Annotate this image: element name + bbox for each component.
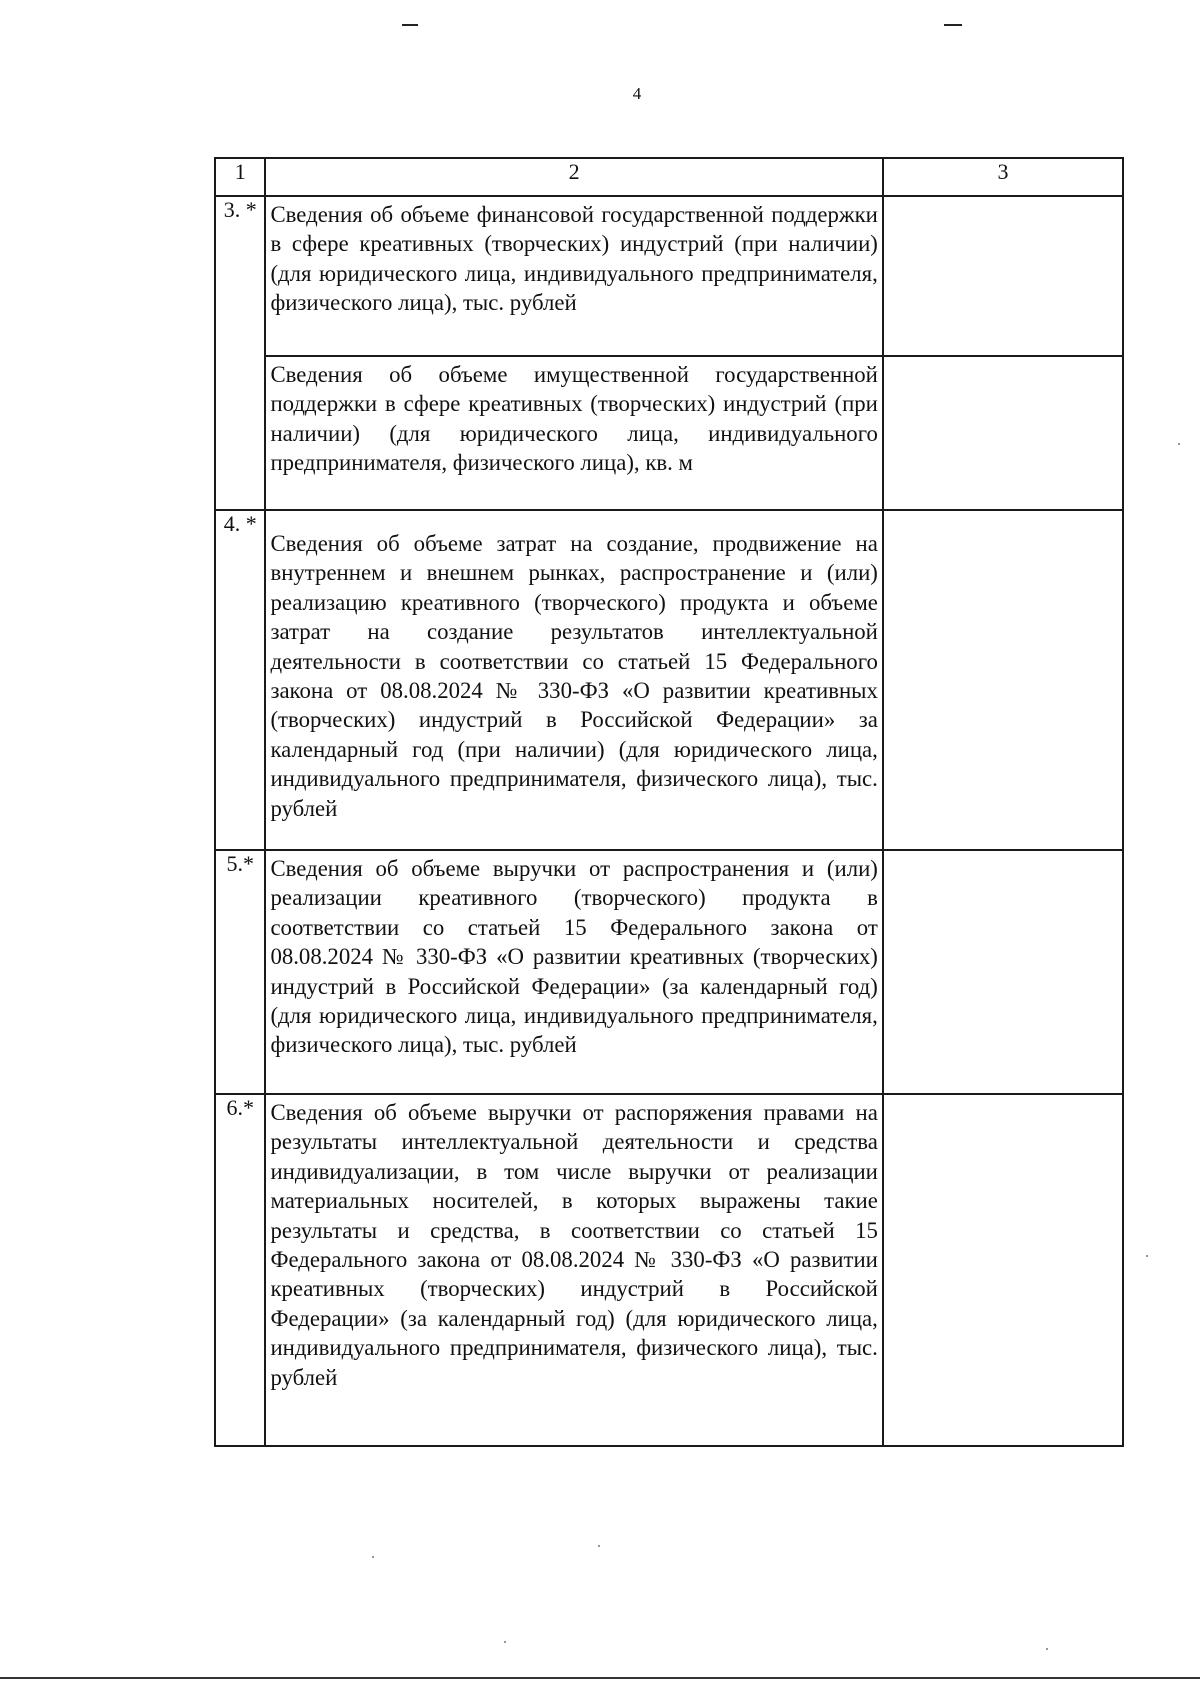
row-value-cell: [883, 510, 1123, 850]
row-number: 6.*: [215, 1094, 265, 1446]
row-description-text: Сведения об объеме выручки от распространения и (или) реализации креативного (творческого) продукта в соответствии со статьей 15 Федерального закона от 08.08.2024 № 330-ФЗ «О развитии креативных (творческих) индустрий в Российской Федерации» (за календарный год) (для юридического лица, индивидуального предпринимателя, физического лица), тыс. рублей: [270, 856, 878, 1058]
scan-speck: [598, 1545, 600, 1547]
page-number: 4: [632, 84, 642, 103]
table-row: [215, 356, 1123, 510]
table-row: [215, 196, 1123, 356]
row-number: 4. *: [215, 510, 265, 850]
row-description-text: Сведения об объеме финансовой государственной поддержки в сфере креативных (творческих) индустрий (при наличии) (для юридического лица, индивидуального предпринимателя, физического лица), тыс. рублей: [270, 202, 878, 316]
scan-speck: [372, 1556, 374, 1558]
row-description: [265, 1094, 882, 1446]
data-table: [214, 157, 1124, 1447]
header-col-3: 3: [883, 158, 1123, 196]
top-dash-left: [402, 24, 418, 26]
table-row: [215, 510, 1123, 850]
header-col-2: 2: [265, 158, 882, 196]
scan-speck: [1146, 1255, 1148, 1257]
row-number: 3. *: [215, 196, 265, 510]
table-row: [215, 1094, 1123, 1446]
scan-speck: [504, 1641, 506, 1643]
scan-speck: [1178, 443, 1180, 445]
table-row: [215, 850, 1123, 1094]
top-dash-right: [944, 24, 962, 26]
row-value-cell: [883, 356, 1123, 510]
row-description-text: Сведения об объеме затрат на создание, продвижение на внутреннем и внешнем рынках, распространение и (или) реализацию креативного (творческого) продукта и объеме затрат на создание результатов интеллектуальной деятельности в соответствии со статьей 15 Федерального закона от 08.08.2024 № 330-ФЗ «О развитии креативных (творческих) индустрий в Российской Федерации» за календарный год (при наличии) (для юридического лица, индивидуального предпринимателя, физического лица), тыс. рублей: [270, 531, 878, 821]
row-value-cell: [883, 1094, 1123, 1446]
row-description-text: Сведения об объеме имущественной государственной поддержки в сфере креативных (творческих) индустрий (при наличии) (для юридического лица, индивидуального предпринимателя, физического лица), кв. м: [270, 362, 878, 476]
row-value-cell: [883, 196, 1123, 356]
row-description: [265, 850, 882, 1094]
row-description: [265, 356, 882, 510]
header-col-1: 1: [215, 158, 265, 196]
scan-speck: [1046, 1648, 1048, 1650]
row-value-cell: [883, 850, 1123, 1094]
row-description-text: Сведения об объеме выручки от распоряжения правами на результаты интеллектуальной деятельности и средства индивидуализации, в том числе выручки от реализации материальных носителей, в которых выражены такие результаты и средства, в соответствии со статьей 15 Федерального закона от 08.08.2024 № 330-ФЗ «О развитии креативных (творческих) индустрий в Российской Федерации» (за календарный год) (для юридического лица, индивидуального предпринимателя, физического лица), тыс. рублей: [270, 1100, 878, 1390]
row-description: [265, 196, 882, 356]
row-description: [265, 510, 882, 850]
table-header-row: [215, 158, 1123, 196]
bottom-edge-line: [0, 1677, 1200, 1679]
row-number: 5.*: [215, 850, 265, 1094]
